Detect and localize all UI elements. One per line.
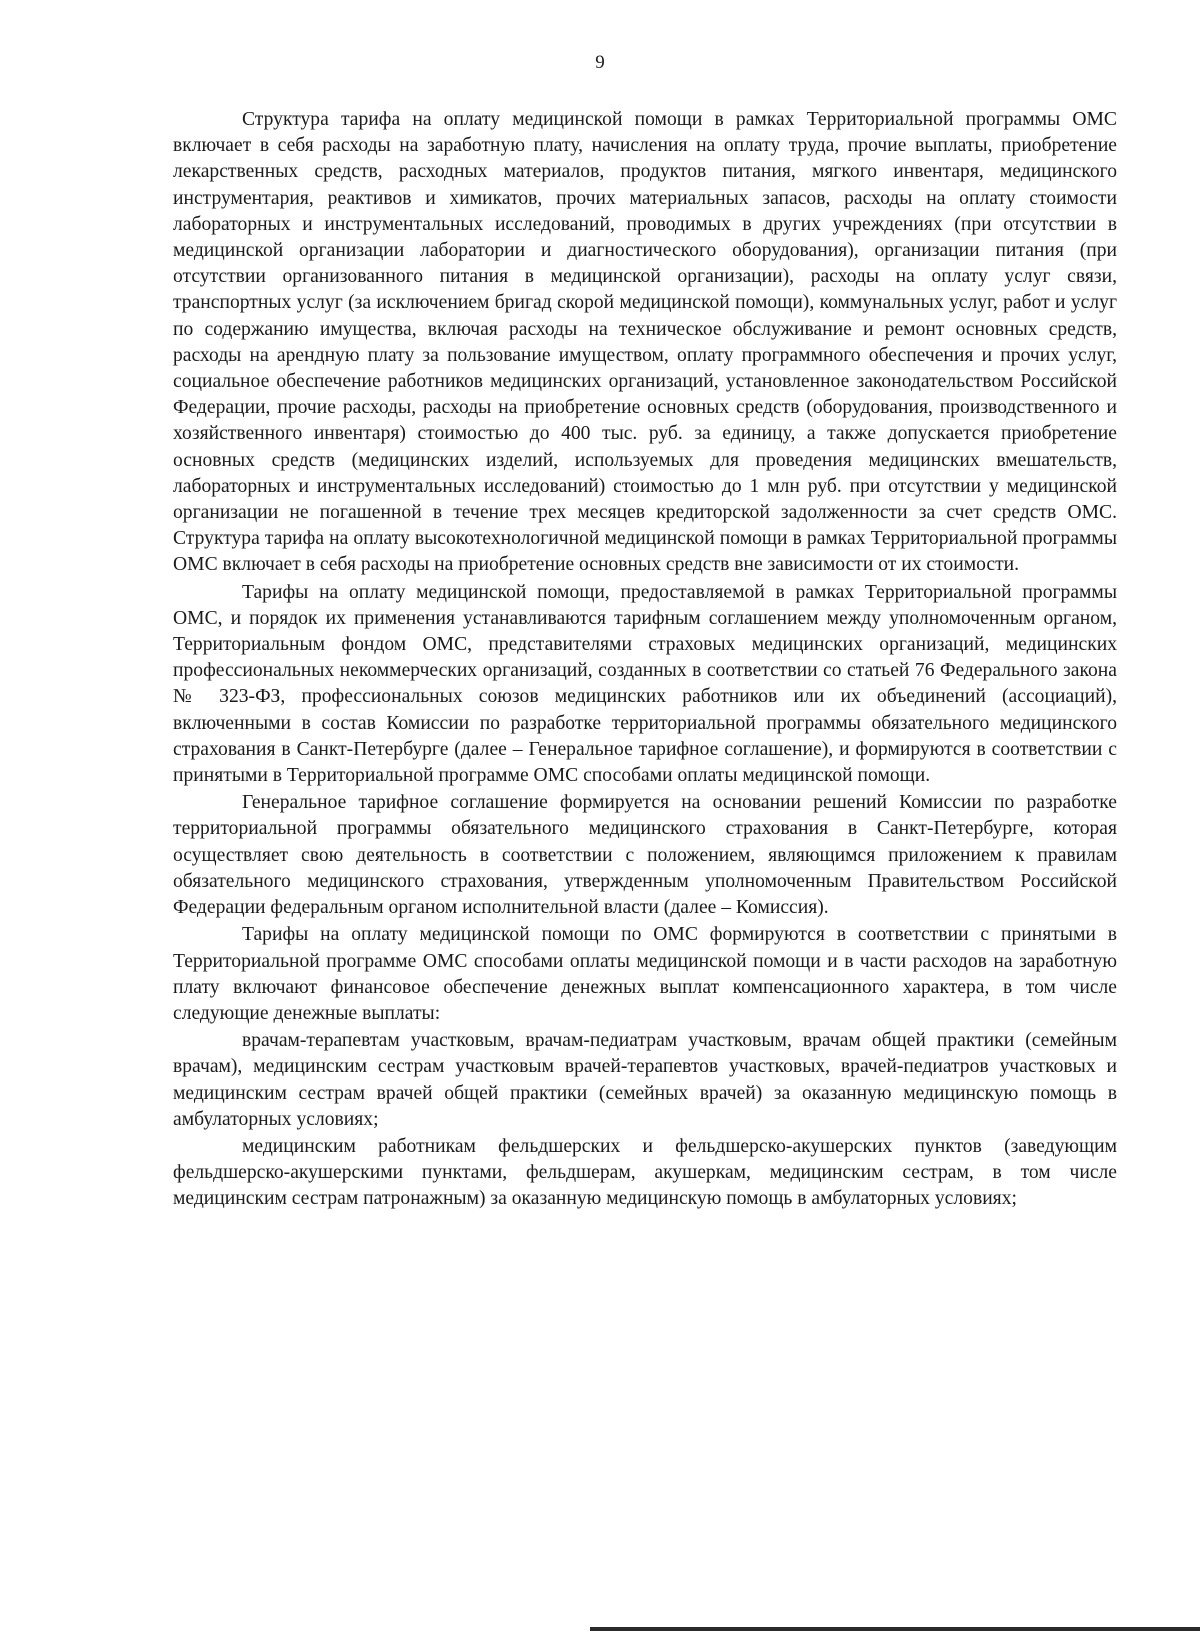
paragraph-general-agreement: Генеральное тарифное соглашение формируется на основании решений Комиссии по разработке территориальной программы обязательного медицинского страхования в Санкт-Петербурге, которая осуществляет свою деятельность в соответствии с положением, являющимся приложением к правилам обязательного медицинского страхования, утвержденным уполномоченным Правительством Российской Федерации федеральным органом исполнительной власти (далее – Комиссия). <box>173 792 1117 919</box>
paragraph-compensation-payments: Тарифы на оплату медицинской помощи по ОМС формируются в соответствии с принятыми в Территориальной программе ОМС способами оплаты медицинской помощи и в части расходов на заработную плату включают финансовое обеспечение денежных выплат компенсационного характера, в том числе следующие денежные выплаты: <box>173 924 1117 1024</box>
document-body <box>173 107 1117 1214</box>
paragraph-list-item-feldsher: медицинским работникам фельдшерских и фельдшерско-акушерских пунктов (заведующим фельдшерско-акушерскими пунктами, фельдшерам, акушеркам, медицинским сестрам, в том числе медицинским сестрам патронажным) за оказанную медицинскую помощь в амбулаторных условиях; <box>173 1135 1117 1210</box>
paragraph-tariff-structure: Структура тарифа на оплату медицинской помощи в рамках Территориальной программы ОМС включает в себя расходы на заработную плату, начисления на оплату труда, прочие выплаты, приобретение лекарственных средств, расходных материалов, продуктов питания, мягкого инвентаря, медицинского инструментария, реактивов и химикатов, прочих материальных запасов, расходы на оплату стоимости лабораторных и инструментальных исследований, проводимых в других учреждениях (при отсутствии в медицинской организации лаборатории и диагностического оборудования), организации питания (при отсутствии организованного питания в медицинской организации), расходы на оплату услуг связи, транспортных услуг (за исключением бригад скорой медицинской помощи), коммунальных услуг, работ и услуг по содержанию имущества, включая расходы на техническое обслуживание и ремонт основных средств, расходы на арендную плату за пользование имуществом, оплату программного обеспечения и прочих услуг, социальное обеспечение работников медицинских организаций, установленное законодательством Российской Федерации, прочие расходы, расходы на приобретение основных средств (оборудования, производственного и хозяйственного инвентаря) стоимостью до 400 тыс. руб. за единицу, а также допускается приобретение основных средств (медицинских изделий, используемых для проведения медицинских вмешательств, лабораторных и инструментальных исследований) стоимостью до 1 млн руб. при отсутствии у медицинской организации не погашенной в течение трех месяцев кредиторской задолженности за счет средств ОМС. Структура тарифа на оплату высокотехнологичной медицинской помощи в рамках Территориальной программы ОМС включает в себя расходы на приобретение основных средств вне зависимости от их стоимости. <box>173 109 1117 576</box>
paragraph-tariff-agreement: Тарифы на оплату медицинской помощи, предоставляемой в рамках Территориальной программы ОМС, и порядок их применения устанавливаются тарифным соглашением между уполномоченным органом, Территориальным фондом ОМС, представителями страховых медицинских организаций, медицинских профессиональных некоммерческих организаций, созданных в соответствии со статьей 76 Федерального закона № 323-ФЗ, профессиональных союзов медицинских работников или их объединений (ассоциаций), включенными в состав Комиссии по разработке территориальной программы обязательного медицинского страхования в Санкт-Петербурге (далее – Генеральное тарифное соглашение), и формируются в соответствии с принятыми в Территориальной программе ОМС способами оплаты медицинской помощи. <box>173 581 1117 787</box>
page-number: 9 <box>595 52 605 73</box>
paragraph-list-item-doctors: врачам-терапевтам участковым, врачам-педиатрам участковым, врачам общей практики (семейным врачам), медицинским сестрам участковым врачей-терапевтов участковых, врачей-педиатров участковых и медицинским сестрам врачей общей практики (семейных врачей) за оказанную медицинскую помощь в амбулаторных условиях; <box>173 1030 1117 1130</box>
scan-edge-line <box>590 1627 1200 1631</box>
